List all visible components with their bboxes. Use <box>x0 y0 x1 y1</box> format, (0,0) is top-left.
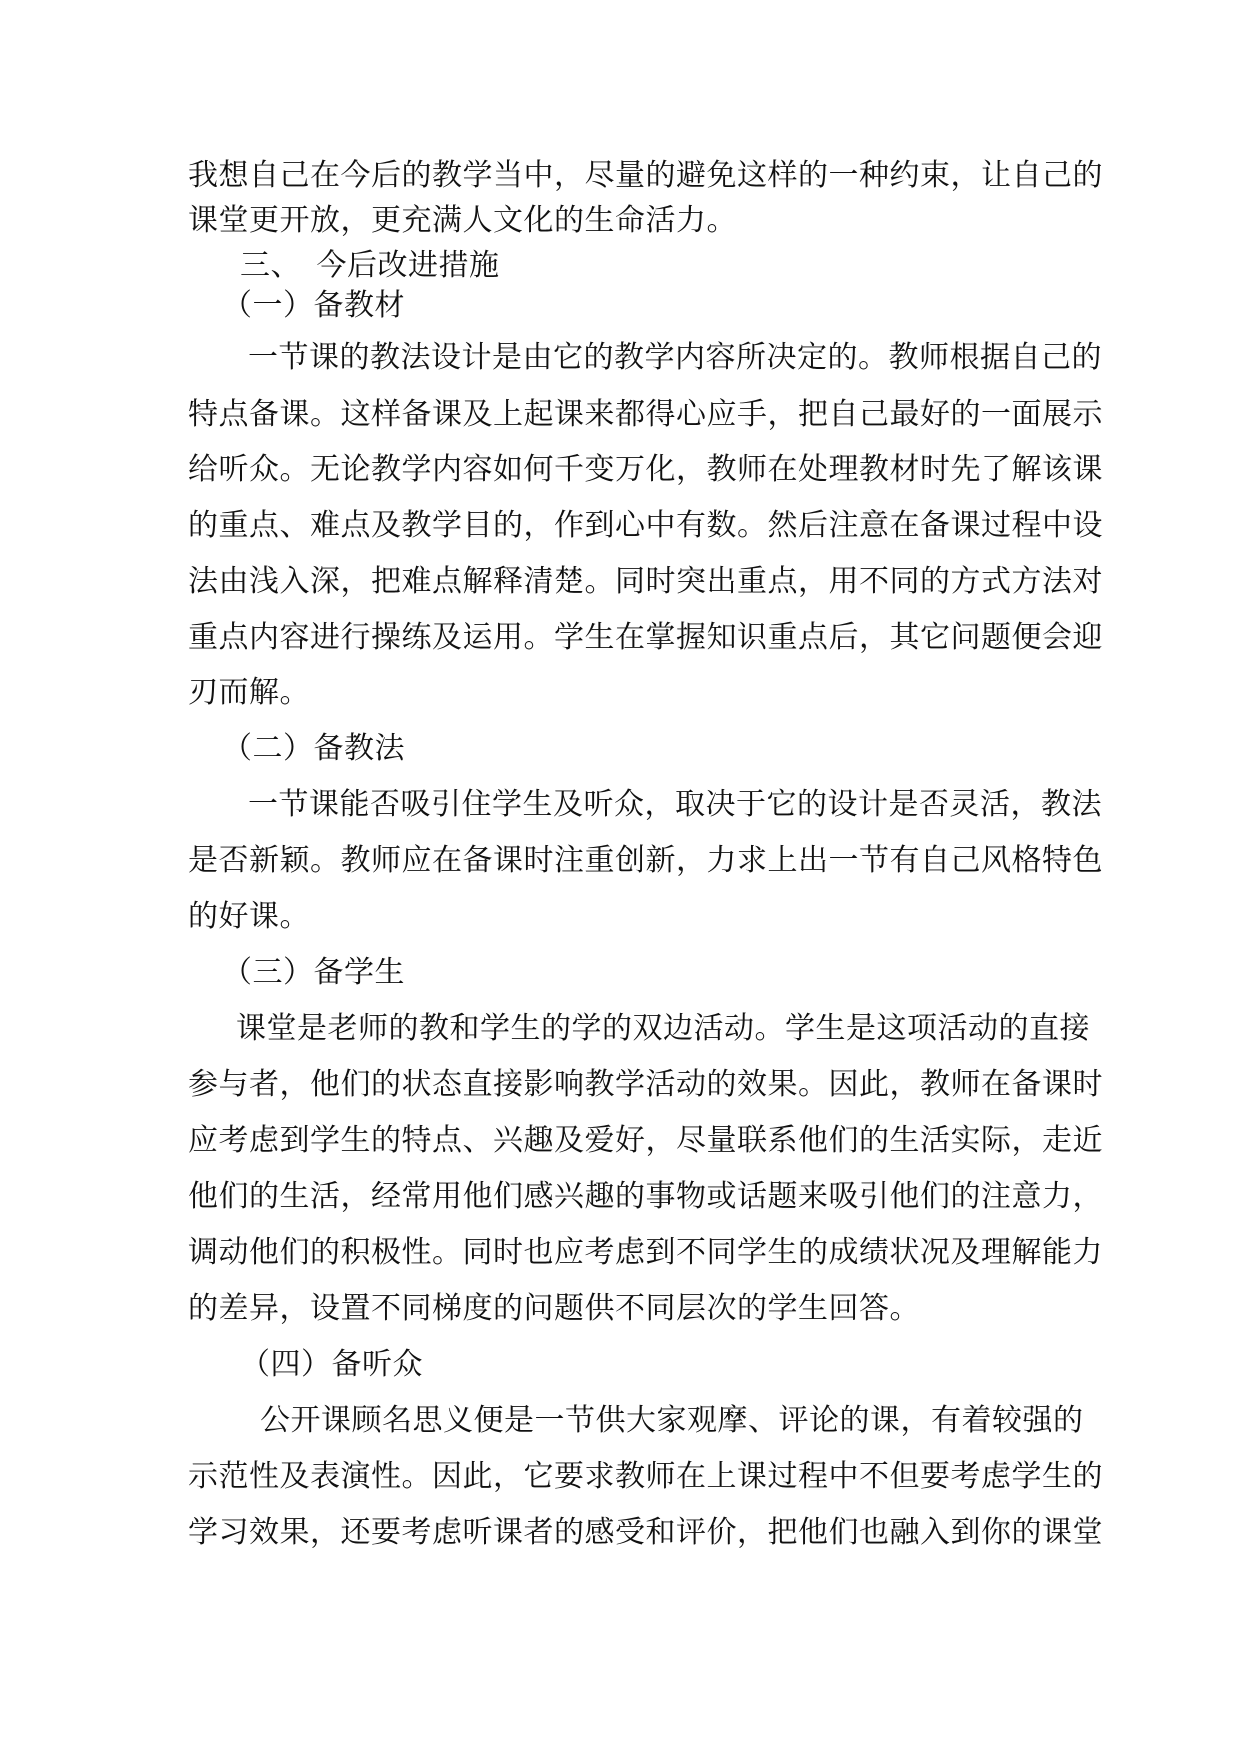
text-line: 重点内容进行操练及运用。学生在掌握知识重点后，其它问题便会迎 <box>188 620 1103 655</box>
text-line: 特点备课。这样备课及上起课来都得心应手，把自己最好的一面展示 <box>188 397 1103 432</box>
subsection-heading: （三）备学生 <box>222 955 405 990</box>
text-line: 调动他们的积极性。同时也应考虑到不同学生的成绩状况及理解能力 <box>188 1235 1103 1270</box>
text-line: 给听众。无论教学内容如何千变万化，教师在处理教材时先了解该课 <box>188 452 1103 487</box>
text-line: 学习效果，还要考虑听课者的感受和评价，把他们也融入到你的课堂 <box>188 1515 1103 1550</box>
text-line: 的差异，设置不同梯度的问题供不同层次的学生回答。 <box>188 1291 920 1326</box>
subsection-heading: （四）备听众 <box>240 1347 423 1382</box>
text-line: 法由浅入深，把难点解释清楚。同时突出重点，用不同的方式方法对 <box>188 564 1103 599</box>
text-line: 示范性及表演性。因此，它要求教师在上课过程中不但要考虑学生的 <box>188 1459 1103 1494</box>
text-line: 的好课。 <box>188 899 310 934</box>
text-line: 课堂更开放，更充满人文化的生命活力。 <box>188 203 737 238</box>
text-line: 应考虑到学生的特点、兴趣及爱好，尽量联系他们的生活实际，走近 <box>188 1123 1103 1158</box>
subsection-heading: （一）备教材 <box>222 288 405 323</box>
text-line: 一节课能否吸引住学生及听众，取决于它的设计是否灵活，教法 <box>248 787 1102 822</box>
text-line: 课堂是老师的教和学生的学的双边活动。学生是这项活动的直接 <box>236 1011 1090 1046</box>
text-line: 我想自己在今后的教学当中，尽量的避免这样的一种约束，让自己的 <box>188 158 1103 193</box>
section-heading: 三、 今后改进措施 <box>240 248 500 283</box>
text-line: 公开课顾名思义便是一节供大家观摩、评论的课，有着较强的 <box>260 1403 1084 1438</box>
text-line: 的重点、难点及教学目的，作到心中有数。然后注意在备课过程中设 <box>188 508 1103 543</box>
text-line: 刃而解。 <box>188 675 310 710</box>
text-line: 是否新颖。教师应在备课时注重创新，力求上出一节有自己风格特色 <box>188 843 1103 878</box>
text-line: 他们的生活，经常用他们感兴趣的事物或话题来吸引他们的注意力， <box>188 1179 1103 1214</box>
subsection-heading: （二）备教法 <box>222 731 405 766</box>
text-line: 参与者，他们的状态直接影响教学活动的效果。因此，教师在备课时 <box>188 1067 1103 1102</box>
text-line: 一节课的教法设计是由它的教学内容所决定的。教师根据自己的 <box>248 340 1102 375</box>
